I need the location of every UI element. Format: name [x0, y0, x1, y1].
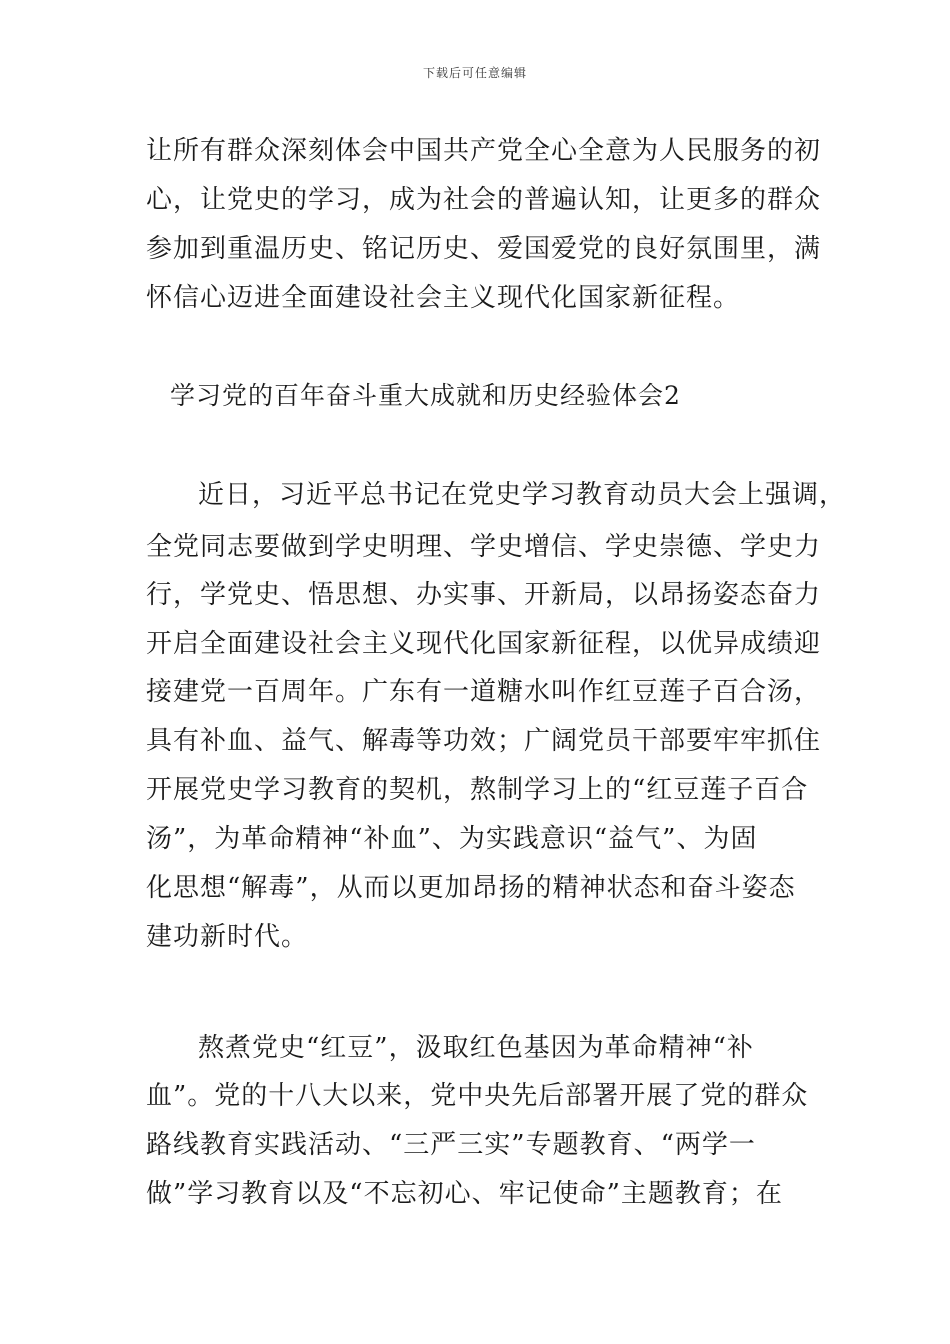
text-line: 建功新时代。 [146, 922, 309, 952]
text-line: 化思想“解毒”，从而以更加昂扬的精神状态和奋斗姿态 [146, 873, 796, 903]
text-line: 具有补血、益气、解毒等功效；广阔党员干部要牢牢抓住 [146, 726, 822, 756]
text-line: 熬煮党史“红豆”，汲取红色基因为革命精神“补 [198, 1033, 754, 1063]
text-line: 接建党一百周年。广东有一道糖水叫作红豆莲子百合汤， [146, 677, 822, 707]
page-header: 下载后可任意编辑 [422, 66, 527, 80]
text-line: 行，学党史、悟思想、办实事、开新局，以昂扬姿态奋力 [146, 580, 822, 610]
text-line: 参加到重温历史、铭记历史、爱国爱党的良好氛围里，满 [146, 234, 822, 264]
text-line: 开展党史学习教育的契机，熬制学习上的“红豆莲子百合 [146, 775, 809, 805]
text-line: 汤”，为革命精神“补血”、为实践意识“益气”、为固 [146, 824, 758, 854]
text-line: 全党同志要做到学史明理、学史增信、学史崇德、学史力 [146, 532, 822, 562]
text-line: 近日，习近平总书记在党史学习教育动员大会上强调， [198, 480, 847, 510]
text-line: 让所有群众深刻体会中国共产党全心全意为人民服务的初 [146, 136, 822, 166]
text-line: 血”。党的十八大以来，党中央先后部署开展了党的群众 [146, 1081, 809, 1111]
text-line: 怀信心迈进全面建设社会主义现代化国家新征程。 [146, 283, 741, 313]
section-title: 学习党的百年奋斗重大成就和历史经验体会2 [170, 381, 681, 410]
text-line: 开启全面建设社会主义现代化国家新征程，以优异成绩迎 [146, 629, 822, 659]
text-line: 心，让党史的学习，成为社会的普遍认知，让更多的群众 [146, 185, 822, 215]
text-line: 路线教育实践活动、“三严三实”专题教育、“两学一 [146, 1130, 756, 1160]
text-line: 做”学习教育以及“不忘初心、牢记使命”主题教育；在 [146, 1179, 783, 1209]
